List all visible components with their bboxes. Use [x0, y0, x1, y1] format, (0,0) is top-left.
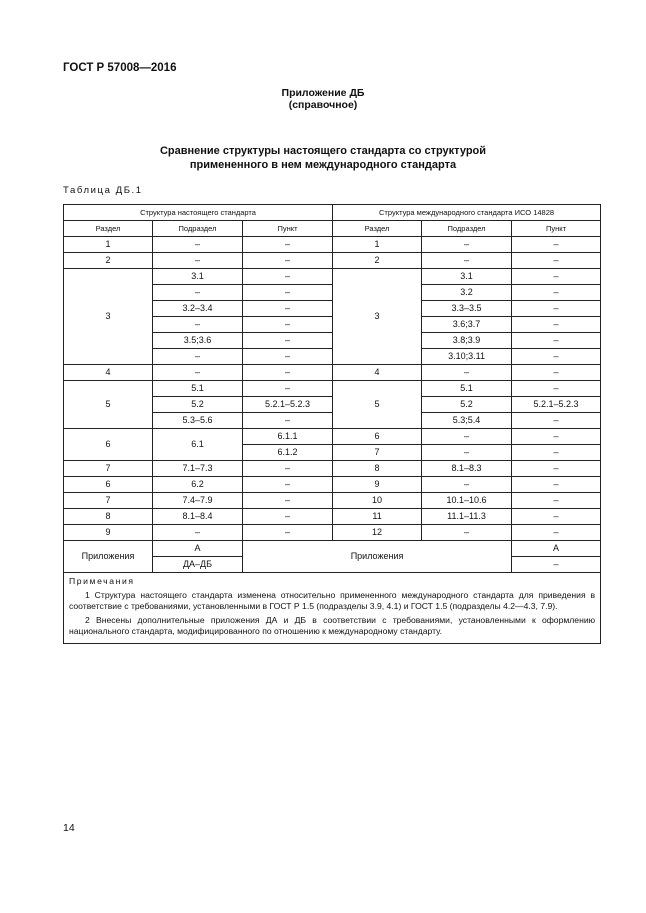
cell-iso-subsection: 5.1 — [422, 381, 512, 397]
cell-clause: 5.2.1–5.2.3 — [243, 397, 333, 413]
cell-subsection: – — [153, 365, 243, 381]
cell-iso-clause: – — [512, 285, 601, 301]
cell-subsection: 7.4–7.9 — [153, 493, 243, 509]
table-row — [64, 429, 601, 445]
cell-clause: – — [243, 237, 333, 253]
cell-iso-section: 11 — [333, 509, 422, 525]
col-header-clause: Пункт — [243, 221, 333, 237]
note-2: 2 Внесены дополнительные приложения ДА и ДБ в соответствии с требованиями, установленными к оформлению национального стандарта, модифицированного по отношению к международному стандарту. — [69, 614, 596, 636]
cell-iso-clause: – — [512, 429, 601, 445]
cell-iso-subsection: – — [422, 365, 512, 381]
table-column-header-row — [64, 221, 601, 237]
cell-iso-subsection: 3.2 — [422, 285, 512, 301]
table-row — [64, 525, 601, 541]
cell-subsection: 6.1 — [153, 429, 243, 461]
cell-iso-section: 7 — [333, 445, 422, 461]
cell-iso-clause: – — [512, 365, 601, 381]
cell-clause: – — [243, 381, 333, 397]
table-row — [64, 381, 601, 397]
col-header-iso-subsection: Подраздел — [422, 221, 512, 237]
cell-iso-subsection: 3.1 — [422, 269, 512, 285]
cell-clause: – — [243, 461, 333, 477]
appendix-international-none: – — [512, 557, 601, 573]
notes-title: Примечания — [69, 576, 135, 586]
col-header-subsection: Подраздел — [153, 221, 243, 237]
cell-subsection: 5.3–5.6 — [153, 413, 243, 429]
cell-subsection: – — [153, 253, 243, 269]
table-row — [64, 509, 601, 525]
cell-iso-section: 1 — [333, 237, 422, 253]
cell-subsection: 3.5;3.6 — [153, 333, 243, 349]
cell-iso-clause: – — [512, 509, 601, 525]
table-row — [64, 461, 601, 477]
cell-iso-section: 10 — [333, 493, 422, 509]
cell-section: 7 — [64, 493, 153, 509]
appendices-label-national: Приложения — [64, 541, 153, 573]
cell-iso-subsection: – — [422, 429, 512, 445]
col-header-section: Раздел — [64, 221, 153, 237]
section-heading — [0, 145, 646, 172]
cell-subsection: – — [153, 317, 243, 333]
cell-iso-subsection: 3.3–3.5 — [422, 301, 512, 317]
cell-section: 9 — [64, 525, 153, 541]
cell-clause: – — [243, 349, 333, 365]
cell-subsection: – — [153, 349, 243, 365]
cell-iso-section: 2 — [333, 253, 422, 269]
standard-designation: ГОСТ Р 57008—2016 — [63, 62, 177, 74]
cell-iso-section: 5 — [333, 381, 422, 429]
table-row — [64, 269, 601, 285]
appendix-heading — [0, 87, 646, 111]
cell-iso-clause: – — [512, 413, 601, 429]
cell-iso-subsection: 8.1–8.3 — [422, 461, 512, 477]
table-row — [64, 477, 601, 493]
cell-iso-clause: – — [512, 381, 601, 397]
cell-section: 6 — [64, 477, 153, 493]
cell-iso-clause: – — [512, 525, 601, 541]
cell-subsection: – — [153, 237, 243, 253]
cell-iso-subsection: – — [422, 477, 512, 493]
cell-iso-subsection: 3.10;3.11 — [422, 349, 512, 365]
cell-iso-section: 6 — [333, 429, 422, 445]
appendix-title: Приложение ДБ — [281, 87, 365, 99]
cell-subsection: – — [153, 285, 243, 301]
section-heading-line-2: примененного в нем международного стандарта — [189, 158, 457, 171]
cell-clause: – — [243, 525, 333, 541]
col-header-iso-clause: Пункт — [512, 221, 601, 237]
section-heading-line-1: Сравнение структуры настоящего стандарта со структурой — [159, 145, 487, 157]
table-group-header-row — [64, 205, 601, 221]
cell-iso-clause: – — [512, 477, 601, 493]
cell-iso-subsection: – — [422, 237, 512, 253]
structure-comparison-table — [63, 204, 601, 644]
table-row — [64, 237, 601, 253]
cell-iso-clause: – — [512, 237, 601, 253]
cell-iso-subsection: – — [422, 445, 512, 461]
cell-clause: – — [243, 333, 333, 349]
cell-clause: – — [243, 477, 333, 493]
cell-subsection: 8.1–8.4 — [153, 509, 243, 525]
table-caption: Таблица ДБ.1 — [63, 185, 143, 196]
cell-clause: – — [243, 317, 333, 333]
cell-iso-subsection: 3.6;3.7 — [422, 317, 512, 333]
cell-clause: – — [243, 301, 333, 317]
cell-iso-clause: 5.2.1–5.2.3 — [512, 397, 601, 413]
cell-iso-clause: – — [512, 445, 601, 461]
cell-subsection: 3.2–3.4 — [153, 301, 243, 317]
cell-section: 1 — [64, 237, 153, 253]
cell-iso-clause: – — [512, 253, 601, 269]
note-1: 1 Структура настоящего стандарта изменена относительно примененного международного стандарта для приведения в соответствие с требованиями, установленными в ГОСТ Р 1.5 (подразделы 3.9, 4.1) и ГОСТ 1.5 (подразделы 4.2—4.3, 7.9). — [69, 590, 596, 612]
cell-iso-section: 12 — [333, 525, 422, 541]
cell-subsection: 6.2 — [153, 477, 243, 493]
cell-clause: – — [243, 413, 333, 429]
appendices-row — [64, 541, 601, 557]
cell-clause: – — [243, 493, 333, 509]
cell-section: 8 — [64, 509, 153, 525]
cell-iso-clause: – — [512, 493, 601, 509]
cell-section: 3 — [64, 269, 153, 365]
cell-section: 7 — [64, 461, 153, 477]
cell-iso-section: 4 — [333, 365, 422, 381]
group-header-national: Структура настоящего стандарта — [64, 205, 333, 221]
appendix-national-da-db: ДА–ДБ — [153, 557, 243, 573]
cell-iso-clause: – — [512, 333, 601, 349]
cell-iso-section: 9 — [333, 477, 422, 493]
cell-iso-clause: – — [512, 317, 601, 333]
cell-iso-subsection: – — [422, 525, 512, 541]
cell-subsection: 5.2 — [153, 397, 243, 413]
cell-iso-subsection: – — [422, 253, 512, 269]
cell-subsection: – — [153, 525, 243, 541]
cell-subsection: 3.1 — [153, 269, 243, 285]
cell-iso-subsection: 11.1–11.3 — [422, 509, 512, 525]
cell-section: 2 — [64, 253, 153, 269]
cell-iso-clause: – — [512, 349, 601, 365]
cell-clause: 6.1.1 — [243, 429, 333, 445]
cell-iso-subsection: 3.8;3.9 — [422, 333, 512, 349]
cell-clause: – — [243, 269, 333, 285]
notes-row — [64, 573, 601, 644]
appendix-international-a: А — [512, 541, 601, 557]
cell-subsection: 5.1 — [153, 381, 243, 397]
col-header-iso-section: Раздел — [333, 221, 422, 237]
cell-subsection: 7.1–7.3 — [153, 461, 243, 477]
table-row — [64, 493, 601, 509]
cell-clause: – — [243, 285, 333, 301]
cell-clause: 6.1.2 — [243, 445, 333, 461]
appendix-subtitle: (справочное) — [288, 99, 358, 111]
cell-section: 6 — [64, 429, 153, 461]
page-number: 14 — [63, 822, 75, 834]
appendix-national-a: А — [153, 541, 243, 557]
table-row — [64, 253, 601, 269]
table-row — [64, 365, 601, 381]
cell-section: 5 — [64, 381, 153, 429]
cell-iso-clause: – — [512, 301, 601, 317]
cell-clause: – — [243, 253, 333, 269]
cell-iso-clause: – — [512, 269, 601, 285]
cell-iso-section: 3 — [333, 269, 422, 365]
appendices-label-international: Приложения — [243, 541, 512, 573]
cell-section: 4 — [64, 365, 153, 381]
cell-clause: – — [243, 365, 333, 381]
cell-iso-clause: – — [512, 461, 601, 477]
cell-iso-subsection: 5.3;5.4 — [422, 413, 512, 429]
cell-clause: – — [243, 509, 333, 525]
cell-iso-section: 8 — [333, 461, 422, 477]
group-header-international: Структура международного стандарта ИСО 14828 — [333, 205, 601, 221]
cell-iso-subsection: 10.1–10.6 — [422, 493, 512, 509]
notes-cell — [64, 573, 601, 644]
cell-iso-subsection: 5.2 — [422, 397, 512, 413]
